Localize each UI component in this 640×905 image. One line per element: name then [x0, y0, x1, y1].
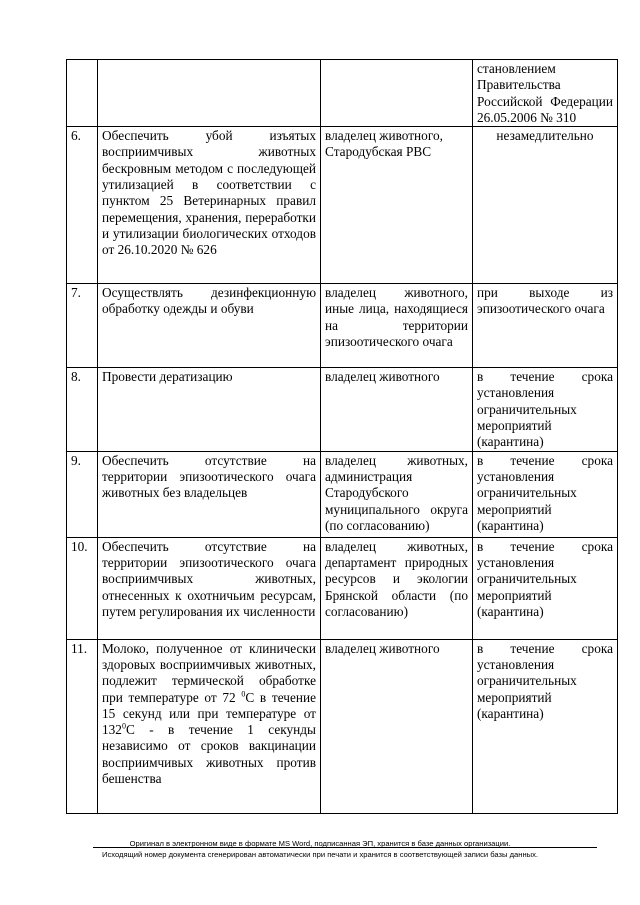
action-cell: Обеспечить убой изъятых восприимчивых животных бескровным методом с последующей утилизацией в соответствии с пунктом 25 Ветеринарных правил перемещения, хранения, переработки и утилизации биологических отходов от 26.10.2020 № 626 [98, 127, 321, 284]
responsible-cell: владелец животного [321, 368, 473, 451]
action-cell: Провести дератизацию [98, 368, 321, 451]
row-number: 9. [67, 451, 98, 537]
action-cell [98, 60, 321, 127]
deadline-cell: незамедлительно [473, 127, 618, 284]
table-row [67, 60, 618, 127]
row-number: 8. [67, 368, 98, 451]
row-number: 7. [67, 284, 98, 368]
action-cell: Осуществлять дезинфекционную обработку одежды и обуви [98, 284, 321, 368]
row-number: 6. [67, 127, 98, 284]
deadline-cell: в течение срока установления ограничительных мероприятий (карантина) [473, 451, 618, 537]
measures-table [66, 59, 618, 814]
row-number: 11. [67, 639, 98, 813]
table-row [67, 451, 618, 537]
document-footer [0, 838, 640, 860]
table-row [67, 639, 618, 813]
action-text-part: С - в течение 1 секунды независимо от сроков вакцинации восприимчивых животных против бешенства [102, 722, 316, 787]
responsible-cell: владелец животного, Стародубская РВС [321, 127, 473, 284]
responsible-cell [321, 60, 473, 127]
deadline-cell: в течение срока установления ограничительных мероприятий (карантина) [473, 639, 618, 813]
footer-line-1: Оригинал в электронном виде в формате MS Word, подписанная ЭП, хранится в базе данных организации. [129, 839, 511, 848]
action-text-part: Молоко, полученное от клинически здоровых восприимчивых животных, подлежит термической обработке при температуре от 72 [102, 640, 316, 705]
row-number: 10. [67, 537, 98, 639]
deadline-cell: при выходе из эпизоотического очага [473, 284, 618, 368]
responsible-cell: владелец животных, департамент природных ресурсов и экологии Брянской области (по согласованию) [321, 537, 473, 639]
degree-superscript: 0 [241, 689, 246, 699]
responsible-cell: владелец животных, администрация Стародубского муниципального округа (по согласованию) [321, 451, 473, 537]
deadline-cell: в течение срока установления ограничительных мероприятий (карантина) [473, 368, 618, 451]
footer-line-2: Исходящий номер документа сгенерирован автоматически при печати и хранится в соответствующей записи базы данных. [101, 850, 538, 859]
table-row [67, 127, 618, 284]
table-row [67, 537, 618, 639]
row-number [67, 60, 98, 127]
action-cell [98, 639, 321, 813]
table-row [67, 284, 618, 368]
action-cell: Обеспечить отсутствие на территории эпизоотического очага восприимчивых животных, отнесенных к охотничьим ресурсам, путем регулирования их численности [98, 537, 321, 639]
degree-superscript: 0 [121, 721, 126, 731]
action-cell: Обеспечить отсутствие на территории эпизоотического очага животных без владельцев [98, 451, 321, 537]
table-row [67, 368, 618, 451]
deadline-cell: в течение срока установления ограничительных мероприятий (карантина) [473, 537, 618, 639]
responsible-cell: владелец животного [321, 639, 473, 813]
responsible-cell: владелец животного, иные лица, находящиеся на территории эпизоотического очага [321, 284, 473, 368]
deadline-cell: становлением Правительства Российской Федерации 26.05.2006 № 310 [473, 60, 618, 127]
action-text-part: С в течение 15 секунд или при температуре от 132 [102, 689, 316, 738]
